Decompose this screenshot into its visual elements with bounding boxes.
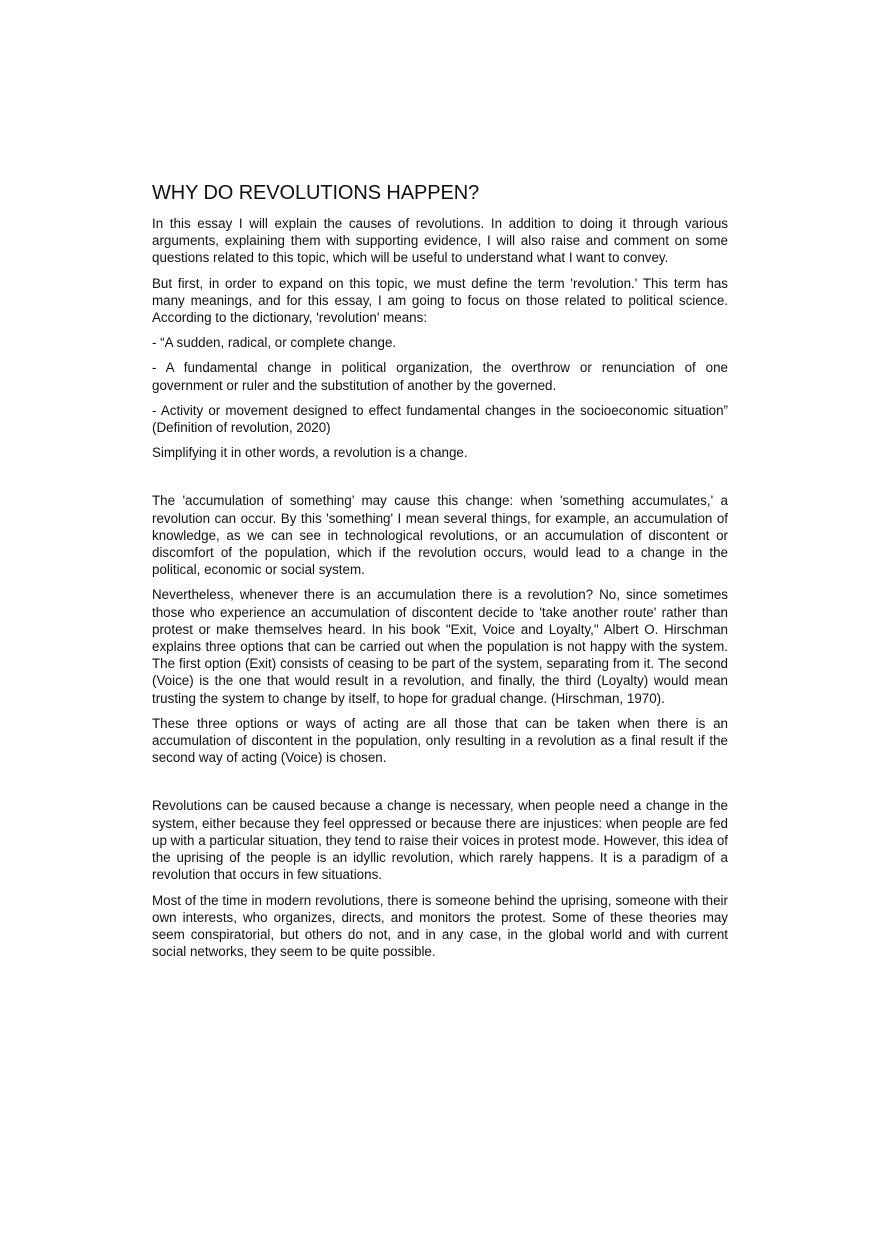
necessity-paragraph: Revolutions can be caused because a change is necessary, when people need a change in the system, either because they feel oppressed or because there are injustices: when people are fed up with a particular situation, they tend to raise their voices in protest mode. However, this idea of the uprising of the people is an idyllic revolution, which rarely happens. It is a paradigm of a revolution that occurs in few situations. bbox=[152, 798, 728, 883]
section-spacer bbox=[152, 469, 728, 492]
hirschman-paragraph: Nevertheless, whenever there is an accumulation there is a revolution? No, since sometimes those who experience an accumulation of discontent decide to 'take another route' rather than protest or make themselves heard. In his book "Exit, Voice and Loyalty," Albert O. Hirschman explains three options that can be carried out when the population is not happy with the system. The first option (Exit) consists of ceasing to be part of the system, separating from it. The second (Voice) is the one that would result in a revolution, and finally, the third (Loyalty) would mean trusting the system to change by itself, to hope for gradual change. (Hirschman, 1970). bbox=[152, 587, 728, 706]
accumulation-paragraph: The 'accumulation of something’ may cause this change: when 'something accumulates,' a revolution can occur. By this 'something' I mean several things, for example, an accumulation of knowledge, as we can see in technological revolutions, or an accumulation of discontent or discomfort of the population, which if the revolution occurs, would lead to a change in the political, economic or social system. bbox=[152, 493, 728, 578]
intro-paragraph: In this essay I will explain the causes of revolutions. In addition to doing it through various arguments, explaining them with supporting evidence, I will also raise and comment on some questions related to this topic, which will be useful to understand what I want to convey. bbox=[152, 216, 728, 266]
definition-intro-paragraph: But first, in order to expand on this topic, we must define the term 'revolution.' This term has many meanings, and for this essay, I am going to focus on those related to political science. According to the dictionary, 'revolution' means: bbox=[152, 275, 728, 326]
modern-revolutions-paragraph: Most of the time in modern revolutions, there is someone behind the uprising, someone with their own interests, who organizes, directs, and monitors the protest. Some of these theories may seem conspiratorial, but others do not, and in any case, in the global world and with current social networks, they seem to be quite possible. bbox=[152, 892, 728, 960]
essay-body bbox=[152, 180, 728, 968]
section-spacer bbox=[152, 774, 728, 797]
definition-item-2: - A fundamental change in political organization, the overthrow or renunciation of one government or ruler and the substitution of another by the governed. bbox=[152, 360, 728, 393]
options-paragraph: These three options or ways of acting are all those that can be taken when there is an accumulation of discontent in the population, only resulting in a revolution as a final result if the second way of acting (Voice) is chosen. bbox=[152, 715, 728, 766]
simplification-paragraph: Simplifying it in other words, a revolution is a change. bbox=[152, 445, 468, 461]
definition-item-1: - “A sudden, radical, or complete change. bbox=[152, 335, 397, 351]
essay-title: WHY DO REVOLUTIONS HAPPEN? bbox=[152, 182, 480, 204]
definition-item-3: - Activity or movement designed to effect fundamental changes in the socioeconomic situation” (Definition of revolution, 2020) bbox=[152, 402, 728, 436]
